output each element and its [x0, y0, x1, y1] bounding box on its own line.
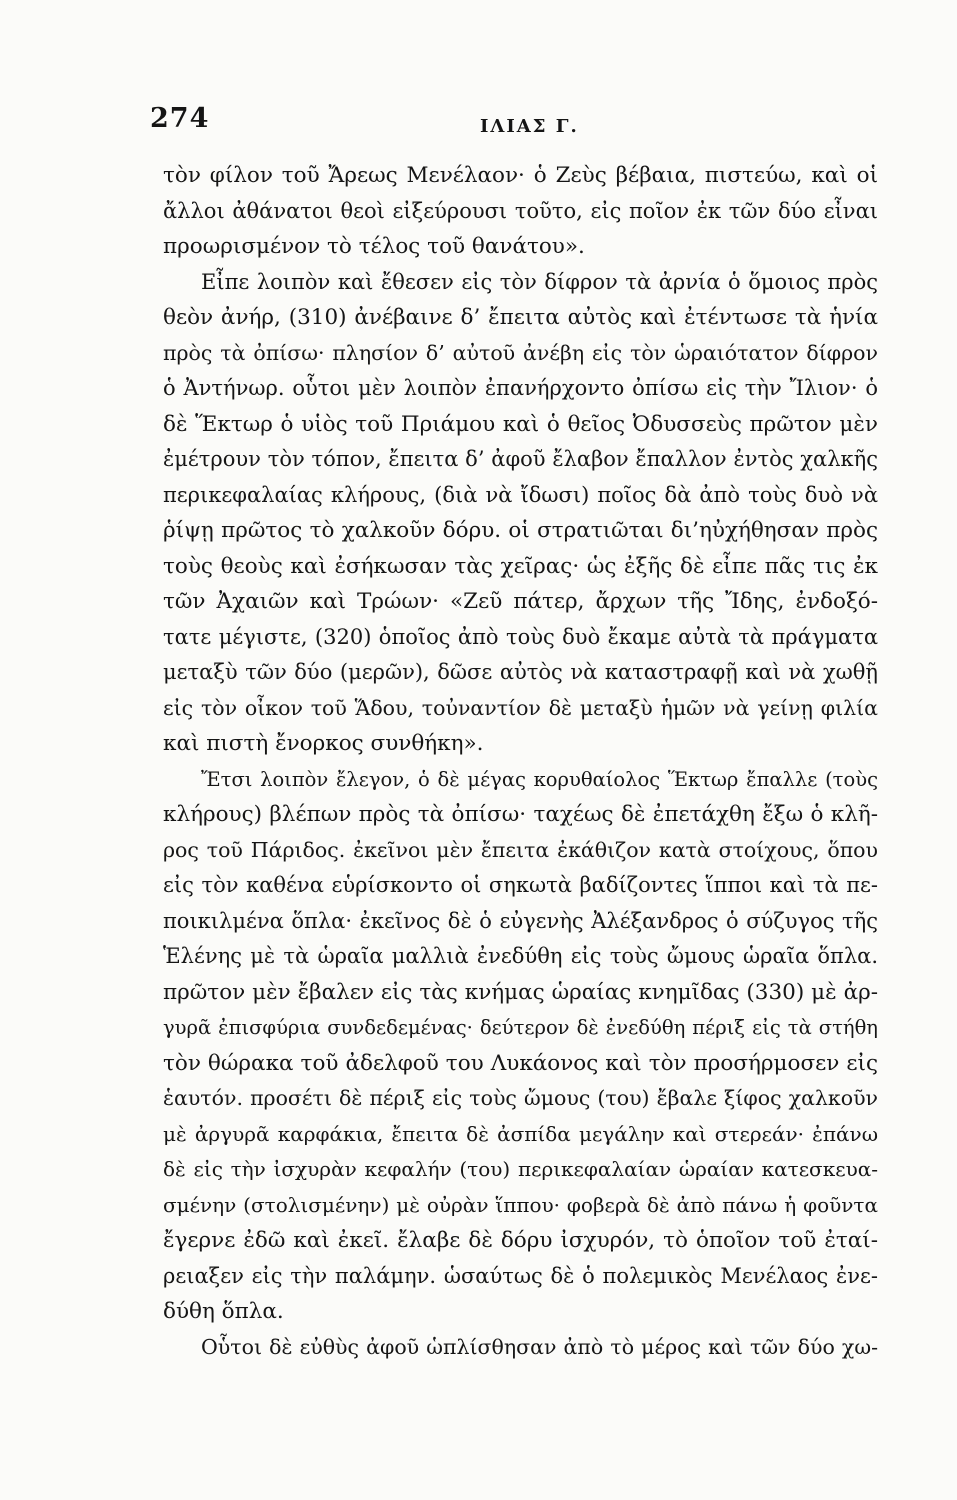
text-line: σμένην (στολισμένην) μὲ οὐρὰν ἵππου· φοβερὰ δὲ ἀπὸ πάνω ἡ φοῦντα	[163, 1192, 878, 1217]
text-line: ῥίψῃ πρῶτος τὸ χαλκοῦν δόρυ. οἱ στρατιῶται δι’ηὐχήθησαν πρὸς	[163, 518, 878, 543]
text-line: ὁ Ἀντήνωρ. οὗτοι μὲν λοιπὸν ἐπανήρχοντο ὀπίσω εἰς τὴν Ἴλιον· ὁ	[163, 376, 878, 400]
text-line: ἔγερνε ἐδῶ καὶ ἐκεῖ. ἔλαβε δὲ δόρυ ἰσχυρόν, τὸ ὁποῖον τοῦ ἐταί-	[163, 1228, 878, 1253]
text-line: ἑαυτόν. προσέτι δὲ πέριξ εἰς τοὺς ὤμους (του) ἔβαλε ξίφος χαλκοῦν	[163, 1086, 878, 1110]
text-line: τὸν φίλον τοῦ Ἄρεως Μενέλαον· ὁ Ζεὺς βέβαια, πιστεύω, καὶ οἱ	[163, 163, 878, 188]
text-line: Εἶπε λοιπὸν καὶ ἔθεσεν εἰς τὸν δίφρον τὰ ἀρνία ὁ ὅμοιος πρὸς	[201, 269, 878, 294]
text-line: κλήρους) βλέπων πρὸς τὰ ὀπίσω· ταχέως δὲ ἐπετάχθη ἔξω ὁ κλῆ-	[163, 802, 878, 827]
text-line: τατε μέγιστε, (320) ὁποῖος ἀπὸ τοὺς δυὸ ἔκαμε αὐτὰ τὰ πράγματα	[163, 624, 878, 649]
text-line: περικεφαλαίας κλήρους, (διὰ νὰ ἴδωσι) ποῖος δὰ ἀπὸ τοὺς δυὸ νὰ	[163, 482, 878, 507]
text-line: προωρισμένον τὸ τέλος τοῦ θανάτου».	[163, 234, 585, 259]
text-line: εἰς τὸν οἶκον τοῦ Ἅδου, τοὐναντίον δὲ μεταξὺ ἡμῶν νὰ γείνῃ φιλία	[163, 695, 878, 720]
page-number: 274	[150, 103, 210, 134]
text-line: θεὸν ἀνήρ, (310) ἀνέβαινε δ’ ἔπειτα αὐτὸς καὶ ἐτέντωσε τὰ ἡνία	[163, 305, 878, 330]
text-line: Οὗτοι δὲ εὐθὺς ἀφοῦ ὡπλίσθησαν ἀπὸ τὸ μέρος καὶ τῶν δύο χω-	[201, 1334, 878, 1359]
text-line: ποικιλμένα ὅπλα· ἐκεῖνος δὲ ὁ εὐγενὴς Ἀλέξανδρος ὁ σύζυγος τῆς	[163, 908, 878, 933]
text-line: τὸν θώρακα τοῦ ἀδελφοῦ του Λυκάονος καὶ τὸν προσήρμοσεν εἰς	[163, 1050, 878, 1076]
text-line: ρος τοῦ Πάριδος. ἐκεῖνοι μὲν ἔπειτα ἐκάθιζον κατὰ στοίχους, ὅπου	[163, 837, 878, 862]
text-line: πρὸς τὰ ὀπίσω· πλησίον δ’ αὐτοῦ ἀνέβη εἰς τὸν ὡραιότατον δίφρον	[163, 340, 878, 365]
text-line: Ἑλένης μὲ τὰ ὡραῖα μαλλιὰ ἐνεδύθη εἰς τοὺς ὤμους ὡραῖα ὅπλα.	[163, 944, 878, 968]
body-text	[163, 158, 878, 1365]
running-head: ΙΛΙΑΣ Γ.	[480, 116, 579, 137]
text-line: εἰς τὸν καθένα εὑρίσκοντο οἱ σηκωτὰ βαδίζοντες ἵπποι καὶ τὰ πε-	[163, 873, 878, 897]
text-line: καὶ πιστὴ ἔνορκος συνθήκη».	[163, 731, 484, 756]
text-line: μεταξὺ τῶν δύο (μερῶν), δῶσε αὐτὸς νὰ καταστραφῇ καὶ νὰ χωθῇ	[163, 660, 878, 684]
text-line: ἄλλοι ἀθάνατοι θεοὶ εἰξεύρουσι τοῦτο, εἰς ποῖον ἐκ τῶν δύο εἶναι	[163, 198, 878, 223]
text-line: γυρᾶ ἐπισφύρια συνδεδεμένας· δεύτερον δὲ ἐνεδύθη πέριξ εἰς τὰ στήθη	[163, 1016, 878, 1039]
text-line: δὲ εἰς τὴν ἰσχυρὰν κεφαλήν (του) περικεφαλαίαν ὡραίαν κατεσκευα-	[163, 1157, 878, 1181]
page-header	[150, 103, 810, 143]
text-line: δύθη ὅπλα.	[163, 1299, 284, 1324]
text-line: ἐμέτρουν τὸν τόπον, ἔπειτα δ’ ἀφοῦ ἔλαβον ἔπαλλον ἐντὸς χαλκῆς	[163, 447, 878, 471]
text-line: τῶν Ἀχαιῶν καὶ Τρώων· «Ζεῦ πάτερ, ἄρχων τῆς Ἴδης, ἐνδοξό-	[163, 589, 878, 614]
text-line: πρῶτον μὲν ἔβαλεν εἰς τὰς κνήμας ὡραίας κνημῖδας (330) μὲ ἀρ-	[163, 979, 878, 1005]
text-line: Ἔτσι λοιπὸν ἔλεγον, ὁ δὲ μέγας κορυθαίολος Ἕκτωρ ἔπαλλε (τοὺς	[201, 767, 878, 791]
text-line: τοὺς θεοὺς καὶ ἐσήκωσαν τὰς χεῖρας· ὡς ἐξῆς δὲ εἶπε πᾶς τις ἐκ	[163, 553, 878, 579]
text-line: μὲ ἀργυρᾶ καρφάκια, ἔπειτα δὲ ἀσπίδα μεγάλην καὶ στερεάν· ἐπάνω	[163, 1121, 878, 1146]
text-line: ρειαξεν εἰς τὴν παλάμην. ὡσαύτως δὲ ὁ πολεμικὸς Μενέλαος ἐνε-	[163, 1263, 878, 1288]
text-line: δὲ Ἕκτωρ ὁ υἱὸς τοῦ Πριάμου καὶ ὁ θεῖος Ὀδυσσεὺς πρῶτον μὲν	[163, 411, 878, 437]
